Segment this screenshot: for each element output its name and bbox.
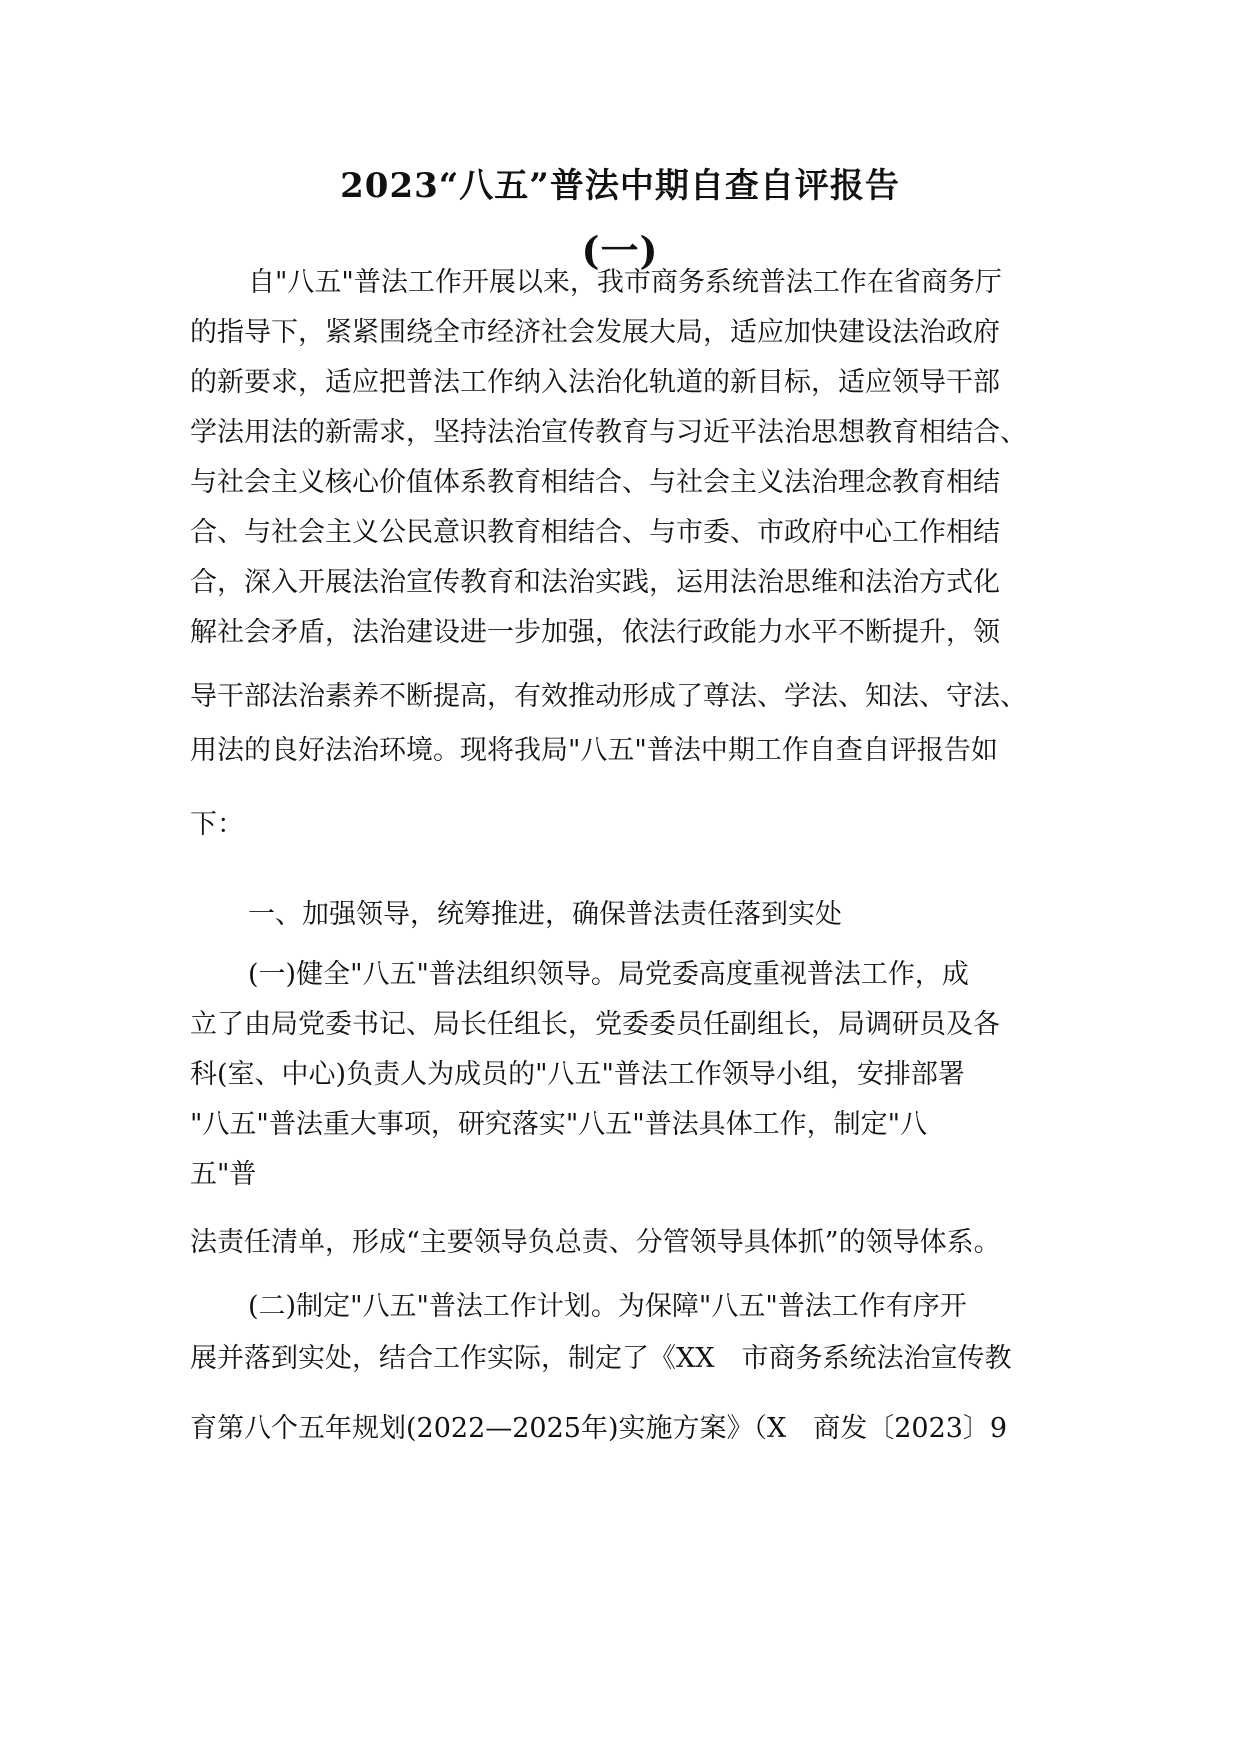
paragraph-line: 五"普 xyxy=(190,1159,257,1190)
paragraph-line: (二)制定"八五"普法工作计划。为保障"八五"普法工作有序开 xyxy=(248,1291,967,1322)
paragraph-line: 用法的良好法治环境。现将我局"八五"普法中期工作自查自评报告如 xyxy=(190,735,998,766)
paragraph-line: 合，深入开展法治宣传教育和法治实践，运用法治思维和法治方式化 xyxy=(190,567,1000,598)
paragraph-line: (一)健全"八五"普法组织领导。局党委高度重视普法工作，成 xyxy=(248,959,969,990)
section-heading: 一、加强领导，统筹推进，确保普法责任落到实处 xyxy=(248,899,842,930)
paragraph-line: 自"八五"普法工作开展以来，我市商务系统普法工作在省商务厅 xyxy=(248,267,1002,298)
paragraph-line: 下： xyxy=(190,809,244,840)
paragraph-line: 展并落到实处，结合工作实际，制定了《XX 市商务系统法治宣传教 xyxy=(190,1343,1012,1374)
paragraph-line: 导干部法治素养不断提高，有效推动形成了尊法、学法、知法、守法、 xyxy=(190,681,1027,712)
paragraph-line: 的新要求，适应把普法工作纳入法治化轨道的新目标，适应领导干部 xyxy=(190,367,1000,398)
paragraph-line: 法责任清单，形成“主要领导负总责、分管领导具体抓”的领导体系。 xyxy=(190,1227,1001,1258)
document-subtitle: (一) xyxy=(581,228,659,273)
paragraph-line: 学法用法的新需求，坚持法治宣传教育与习近平法治思想教育相结合、 xyxy=(190,417,1027,448)
paragraph-line: 立了由局党委书记、局长任组长，党委委员任副组长，局调研员及各 xyxy=(190,1009,1000,1040)
paragraph-line: 育第八个五年规划(2022—2025年)实施方案》（X 商发〔2023〕9 xyxy=(190,1413,1008,1444)
paragraph-line: 科(室、中心)负责人为成员的"八五"普法工作领导小组，安排部署 xyxy=(190,1059,965,1090)
document-title: 2023“八五”普法中期自查自评报告 xyxy=(340,166,900,206)
paragraph-line: 的指导下，紧紧围绕全市经济社会发展大局，适应加快建设法治政府 xyxy=(190,317,1000,348)
paragraph-line: "八五"普法重大事项，研究落实"八五"普法具体工作，制定"八 xyxy=(190,1109,928,1140)
paragraph-line: 与社会主义核心价值体系教育相结合、与社会主义法治理念教育相结 xyxy=(190,467,1000,498)
paragraph-line: 解社会矛盾，法治建设进一步加强，依法行政能力水平不断提升，领 xyxy=(190,617,1000,648)
paragraph-line: 合、与社会主义公民意识教育相结合、与市委、市政府中心工作相结 xyxy=(190,517,1000,548)
